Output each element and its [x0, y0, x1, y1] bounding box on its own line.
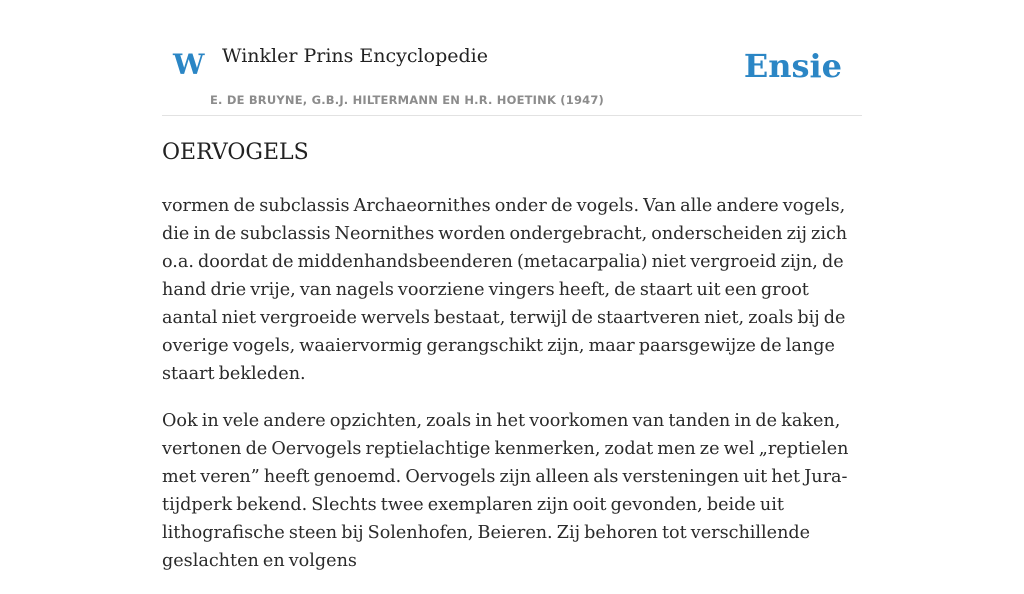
brand-logo[interactable]: Ensie — [743, 47, 842, 85]
source-header — [162, 0, 862, 116]
article-paragraph: vormen de subclassis Archaeornithes onder de vogels. Van alle andere vogels, die in de subclassis Neornithes worden ondergebracht, onderscheiden zij zich o.a. doordat de middenhandsbeenderen (metacarpalia) niet vergroeid zijn, de hand drie vrije, van nagels voorziene vingers heeft, de staart uit een groot aantal niet vergroeide wervels bestaat, terwijl de staartveren niet, zoals bij de overige vogels, waaiervormig gerangschikt zijn, maar paarsgewijze de lange staart bekleden. — [162, 196, 848, 384]
article-title: OERVOGELS — [162, 140, 309, 165]
article-body — [162, 192, 867, 594]
source-authors: E. DE BRUYNE, G.B.J. HILTERMANN EN H.R. HOETINK (1947) — [210, 93, 605, 107]
article-paragraph: Ook in vele andere opzichten, zoals in het voorkomen van tanden in de kaken, vertonen de Oervogels reptielachtige kenmerken, zodat men ze wel „reptielen met veren” heeft genoemd. Oervogels zijn alleen als versteningen uit het Jura-tijdperk bekend. Slechts twee exemplaren zijn ooit gevonden, beide uit lithografische steen bij Solenhofen, Beieren. Zij behoren tot verschillende geslachten en volgens — [162, 411, 849, 571]
source-title[interactable]: Winkler Prins Encyclopedie — [222, 45, 488, 67]
source-logo-icon[interactable]: W — [173, 48, 205, 81]
